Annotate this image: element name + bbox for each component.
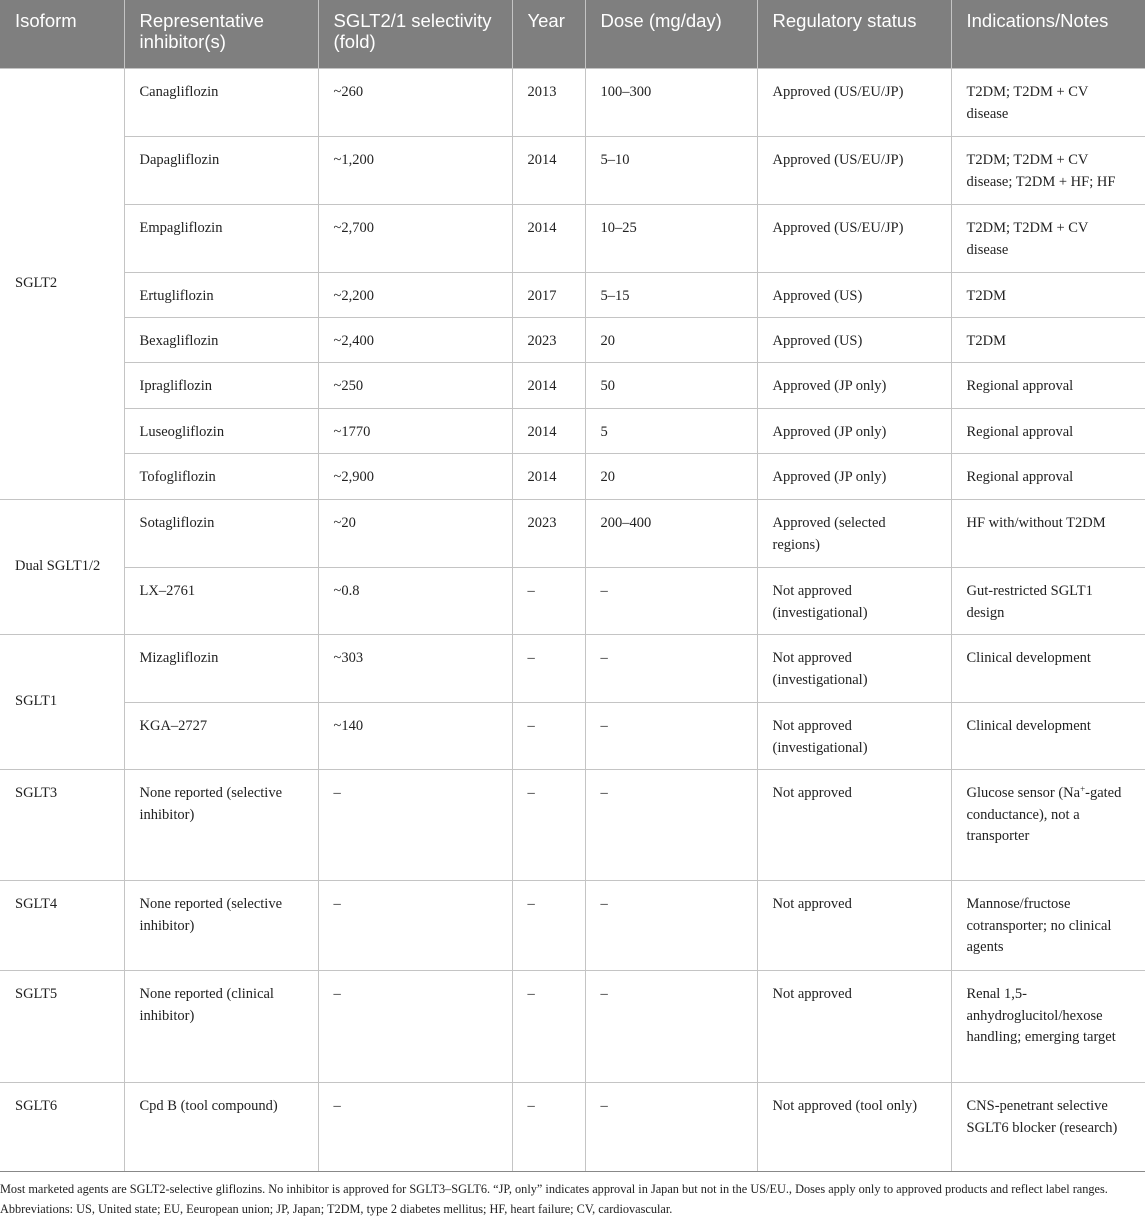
dose-cell: – <box>585 881 757 971</box>
dose-cell: 50 <box>585 363 757 409</box>
status-cell: Approved (JP only) <box>757 363 951 409</box>
dose-cell: 5 <box>585 409 757 454</box>
dose-cell: – <box>585 971 757 1083</box>
selectivity-cell: ~0.8 <box>318 568 512 635</box>
selectivity-cell: ~2,900 <box>318 454 512 500</box>
dose-cell: – <box>585 1083 757 1172</box>
isoform-cell-sglt5: SGLT5 <box>0 971 124 1083</box>
status-cell: Not approved (tool only) <box>757 1083 951 1172</box>
col-header-isoform: Isoform <box>0 0 124 69</box>
notes-cell: T2DM <box>951 318 1145 363</box>
table-row <box>0 703 1145 770</box>
selectivity-cell: ~250 <box>318 363 512 409</box>
dose-cell: 5–15 <box>585 273 757 318</box>
table-row <box>0 318 1145 363</box>
year-cell: – <box>512 770 585 881</box>
notes-cell: Regional approval <box>951 409 1145 454</box>
notes-text: Glucose sensor (Na <box>966 785 1081 801</box>
year-cell: 2014 <box>512 363 585 409</box>
selectivity-cell: ~20 <box>318 500 512 568</box>
inhibitor-cell: Cpd B (tool compound) <box>124 1083 318 1172</box>
inhibitor-cell: Sotagliflozin <box>124 500 318 568</box>
status-cell: Approved (selected regions) <box>757 500 951 568</box>
inhibitor-cell: Ipragliflozin <box>124 363 318 409</box>
notes-cell <box>951 770 1145 881</box>
dose-cell: 10–25 <box>585 205 757 273</box>
dose-cell: 5–10 <box>585 137 757 205</box>
inhibitor-cell: Canagliflozin <box>124 69 318 137</box>
status-cell: Approved (JP only) <box>757 454 951 500</box>
year-cell: 2014 <box>512 137 585 205</box>
notes-cell: Clinical development <box>951 635 1145 703</box>
notes-cell: Regional approval <box>951 363 1145 409</box>
col-header-inhibitor: Representative inhibitor(s) <box>124 0 318 69</box>
inhibitor-cell: None reported (selective inhibitor) <box>124 881 318 971</box>
isoform-cell-sglt3: SGLT3 <box>0 770 124 881</box>
col-header-selectivity: SGLT2/1 selectivity (fold) <box>318 0 512 69</box>
year-cell: – <box>512 881 585 971</box>
dose-cell: 200–400 <box>585 500 757 568</box>
inhibitor-cell: Tofogliflozin <box>124 454 318 500</box>
table-row <box>0 454 1145 500</box>
status-cell: Not approved (investigational) <box>757 703 951 770</box>
table-row <box>0 69 1145 137</box>
status-cell: Not approved <box>757 770 951 881</box>
dose-cell: 20 <box>585 454 757 500</box>
notes-text: -gated conductance), not a transporter <box>966 785 1122 844</box>
isoform-cell-sglt4: SGLT4 <box>0 881 124 971</box>
header-row <box>0 0 1145 69</box>
table-row <box>0 137 1145 205</box>
col-header-status: Regulatory status <box>757 0 951 69</box>
col-header-dose: Dose (mg/day) <box>585 0 757 69</box>
inhibitor-cell: Luseogliflozin <box>124 409 318 454</box>
year-cell: – <box>512 703 585 770</box>
dose-cell: – <box>585 568 757 635</box>
status-cell: Approved (JP only) <box>757 409 951 454</box>
selectivity-cell: – <box>318 971 512 1083</box>
status-cell: Approved (US/EU/JP) <box>757 137 951 205</box>
status-cell: Not approved <box>757 971 951 1083</box>
inhibitor-cell: None reported (selective inhibitor) <box>124 770 318 881</box>
year-cell: – <box>512 635 585 703</box>
inhibitor-cell: Bexagliflozin <box>124 318 318 363</box>
selectivity-cell: ~2,400 <box>318 318 512 363</box>
year-cell: 2023 <box>512 500 585 568</box>
notes-cell: T2DM; T2DM + CV disease <box>951 69 1145 137</box>
inhibitor-cell: Dapagliflozin <box>124 137 318 205</box>
dose-cell: – <box>585 635 757 703</box>
year-cell: 2014 <box>512 205 585 273</box>
status-cell: Approved (US/EU/JP) <box>757 205 951 273</box>
table-row <box>0 1083 1145 1172</box>
year-cell: 2023 <box>512 318 585 363</box>
selectivity-cell: ~2,200 <box>318 273 512 318</box>
selectivity-cell: – <box>318 881 512 971</box>
isoform-cell-sglt1: SGLT1 <box>0 635 124 770</box>
notes-cell: CNS-penetrant selective SGLT6 blocker (research) <box>951 1083 1145 1172</box>
year-cell: 2014 <box>512 454 585 500</box>
dose-cell: – <box>585 770 757 881</box>
selectivity-cell: ~1,200 <box>318 137 512 205</box>
year-cell: – <box>512 971 585 1083</box>
selectivity-cell: – <box>318 1083 512 1172</box>
notes-cell: Gut-restricted SGLT1 design <box>951 568 1145 635</box>
year-cell: 2017 <box>512 273 585 318</box>
dose-cell: 20 <box>585 318 757 363</box>
table-row <box>0 205 1145 273</box>
notes-cell: T2DM; T2DM + CV disease; T2DM + HF; HF <box>951 137 1145 205</box>
inhibitor-cell: Mizagliflozin <box>124 635 318 703</box>
selectivity-cell: ~260 <box>318 69 512 137</box>
table-footnote: Most marketed agents are SGLT2-selective gliflozins. No inhibitor is approved for SGLT3–SGLT6. “JP, only” indicates approval in Japan but not in the US/EU., Doses apply only to approved products and reflect label ranges. Abbreviations: US, United state; EU, Eeuropean union; JP, Japan; T2DM, type 2 diabetes mellitus; HF, heart failure; CV, cardiovascular. <box>0 1182 1108 1216</box>
table-row <box>0 363 1145 409</box>
notes-cell: HF with/without T2DM <box>951 500 1145 568</box>
isoform-cell-sglt6: SGLT6 <box>0 1083 124 1172</box>
inhibitor-cell: Ertugliflozin <box>124 273 318 318</box>
table-row <box>0 635 1145 703</box>
year-cell: 2014 <box>512 409 585 454</box>
selectivity-cell: ~303 <box>318 635 512 703</box>
table-row <box>0 409 1145 454</box>
dose-cell: – <box>585 703 757 770</box>
inhibitor-cell: KGA–2727 <box>124 703 318 770</box>
sodium-charge-superscript: + <box>1080 784 1086 794</box>
notes-cell: Clinical development <box>951 703 1145 770</box>
table-row <box>0 971 1145 1083</box>
status-cell: Not approved (investigational) <box>757 568 951 635</box>
col-header-notes: Indications/Notes <box>951 0 1145 69</box>
inhibitor-cell: LX–2761 <box>124 568 318 635</box>
status-cell: Approved (US/EU/JP) <box>757 69 951 137</box>
isoform-cell-dual: Dual SGLT1/2 <box>0 500 124 635</box>
notes-cell: T2DM <box>951 273 1145 318</box>
status-cell: Not approved <box>757 881 951 971</box>
selectivity-cell: ~1770 <box>318 409 512 454</box>
status-cell: Not approved (investigational) <box>757 635 951 703</box>
status-cell: Approved (US) <box>757 318 951 363</box>
selectivity-cell: ~140 <box>318 703 512 770</box>
selectivity-cell: – <box>318 770 512 881</box>
selectivity-cell: ~2,700 <box>318 205 512 273</box>
inhibitor-cell: None reported (clinical inhibitor) <box>124 971 318 1083</box>
status-cell: Approved (US) <box>757 273 951 318</box>
table-row <box>0 500 1145 568</box>
year-cell: – <box>512 1083 585 1172</box>
year-cell: – <box>512 568 585 635</box>
year-cell: 2013 <box>512 69 585 137</box>
notes-cell: T2DM; T2DM + CV disease <box>951 205 1145 273</box>
col-header-year: Year <box>512 0 585 69</box>
table-row <box>0 770 1145 881</box>
dose-cell: 100–300 <box>585 69 757 137</box>
table-row <box>0 881 1145 971</box>
table-row <box>0 568 1145 635</box>
inhibitor-cell: Empagliflozin <box>124 205 318 273</box>
notes-cell: Regional approval <box>951 454 1145 500</box>
notes-cell: Renal 1,5-anhydroglucitol/hexose handling; emerging target <box>951 971 1145 1083</box>
notes-cell: Mannose/fructose cotransporter; no clinical agents <box>951 881 1145 971</box>
isoform-cell-sglt2: SGLT2 <box>0 69 124 500</box>
table-row <box>0 273 1145 318</box>
